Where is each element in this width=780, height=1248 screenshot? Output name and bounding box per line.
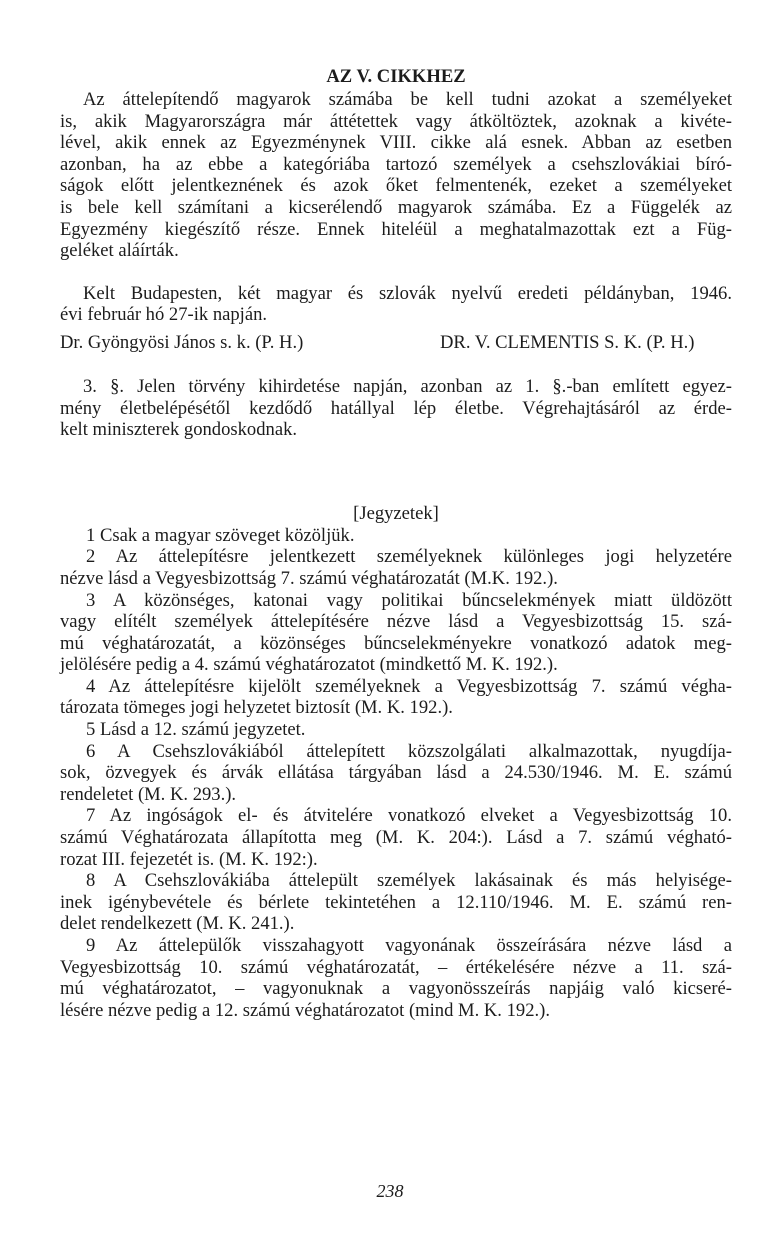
text-line: is bele kell számítani a kicserélendő magyarok számába. Ez a Függelék az [60, 196, 732, 218]
text-line: kelt miniszterek gondoskodnak. [60, 419, 298, 441]
text-line: tározata tömeges jogi helyzetet biztosít (M. K. 192.). [60, 697, 453, 719]
text-line: delet rendelkezett (M. K. 241.). [60, 913, 295, 935]
article-paragraph [60, 89, 732, 262]
text-line: 6 A Csehszlovákiából áttelepített közszolgálati alkalmazottak, nyugdíja- [86, 740, 732, 762]
text-line: 3 A közönséges, katonai vagy politikai bűncselekmények miatt üldözött [86, 589, 732, 611]
page-number: 238 [376, 1181, 404, 1201]
text-line: mú véghatározatát, a közönséges bűncselekményekre vonatkozó adatok meg- [60, 632, 732, 654]
text-line: 7 Az ingóságok el- és átvitelére vonatkozó elveket a Vegyesbizottság 10. [86, 805, 732, 827]
text-line: 3. §. Jelen törvény kihirdetése napján, azonban az 1. §.-ban említett egyez- [83, 375, 732, 397]
note-item [60, 805, 732, 870]
note-item [60, 676, 732, 719]
signature-row [60, 332, 732, 354]
text-line: geléket aláírták. [60, 240, 179, 262]
note-item [60, 590, 732, 676]
notes-list [60, 525, 732, 1022]
text-line: lével, akik ennek az Egyezménynek VIII. cikke alá esnek. Abban az esetben [60, 132, 732, 154]
dated-paragraph [60, 283, 732, 326]
note-item [60, 870, 732, 935]
text-line: azonban, ha az ebbe a kategóriába tartozó személyek a csehszlovákiai bíró- [60, 153, 732, 175]
text-line: sok, özvegyek és árvák ellátása tárgyában lásd a 24.530/1946. M. E. számú [60, 762, 732, 784]
notes-heading: [Jegyzetek] [353, 502, 439, 524]
document-page [60, 66, 732, 1021]
text-line: Kelt Budapesten, két magyar és szlovák nyelvű eredeti példányban, 1946. [83, 282, 732, 304]
article-heading: AZ V. CIKKHEZ [326, 66, 466, 87]
text-line: 5 Lásd a 12. számú jegyzetet. [86, 719, 306, 741]
signature-right: DR. V. CLEMENTIS S. K. (P. H.) [440, 331, 695, 353]
text-line: jelölésére pedig a 4. számú véghatározatot (mindkettő M. K. 192.). [60, 654, 558, 676]
text-line: lésére nézve pedig a 12. számú véghatározatot (mind M. K. 192.). [60, 999, 550, 1021]
text-line: rozat III. fejezetét is. (M. K. 192:). [60, 848, 318, 870]
note-item [60, 546, 732, 589]
text-line: ságok előtt jelentkeznének és azok őket felmentenék, ezeket a személyeket [60, 175, 732, 197]
text-line: Az áttelepítendő magyarok számába be kell tudni azokat a személyeket [83, 89, 732, 110]
text-line: mú véghatározatot, – vagyonuknak a vagyonösszeírás napjáig való kicseré- [60, 978, 732, 1000]
text-line: inek igénybevétele és bérlete tekintetéhen a 12.110/1946. M. E. számú ren- [60, 891, 732, 913]
note-item [60, 719, 732, 741]
text-line: rendeletet (M. K. 293.). [60, 783, 237, 805]
text-line: 4 Az áttelepítésre kijelölt személyeknek a Vegyesbizottság 7. számú végha- [86, 675, 732, 697]
text-line: vagy elítélt személyek áttelepítésére nézve lásd a Vegyesbizottság 15. szá- [60, 611, 732, 633]
text-line: évi február hó 27-ik napján. [60, 304, 268, 326]
text-line: Egyezmény kiegészítő része. Ennek hiteléül a meghatalmazottak ezt a Füg- [60, 218, 732, 240]
text-line: 9 Az áttelepülők visszahagyott vagyonának összeírására nézve lásd a [86, 935, 732, 956]
note-item [60, 741, 732, 806]
text-line: mény életbelépésétől kezdődő hatállyal lép életbe. Végrehajtásáról az érde- [60, 397, 732, 419]
text-line: számú Véghatározata állapította meg (M. K. 204:). Lásd a 7. számú végható- [60, 827, 732, 849]
note-item [60, 935, 732, 1021]
text-line: is, akik Magyarországra már áttétettek vagy átköltöztek, azoknak a kivéte- [60, 110, 732, 132]
text-line: 8 A Csehszlovákiába áttelepült személyek lakásainak és más helyisége- [86, 870, 732, 892]
text-line: nézve lásd a Vegyesbizottság 7. számú véghatározatát (M.K. 192.). [60, 567, 558, 589]
note-item [60, 525, 732, 547]
text-line: 1 Csak a magyar szöveget közöljük. [86, 524, 355, 546]
signature-left: Dr. Gyöngyösi János s. k. (P. H.) [60, 331, 304, 353]
text-line: Vegyesbizottság 10. számú véghatározatát, – értékelésére nézve a 11. szá- [60, 956, 732, 978]
section-paragraph [60, 376, 732, 441]
text-line: 2 Az áttelepítésre jelentkezett személyeknek különleges jogi helyzetére [86, 546, 732, 568]
